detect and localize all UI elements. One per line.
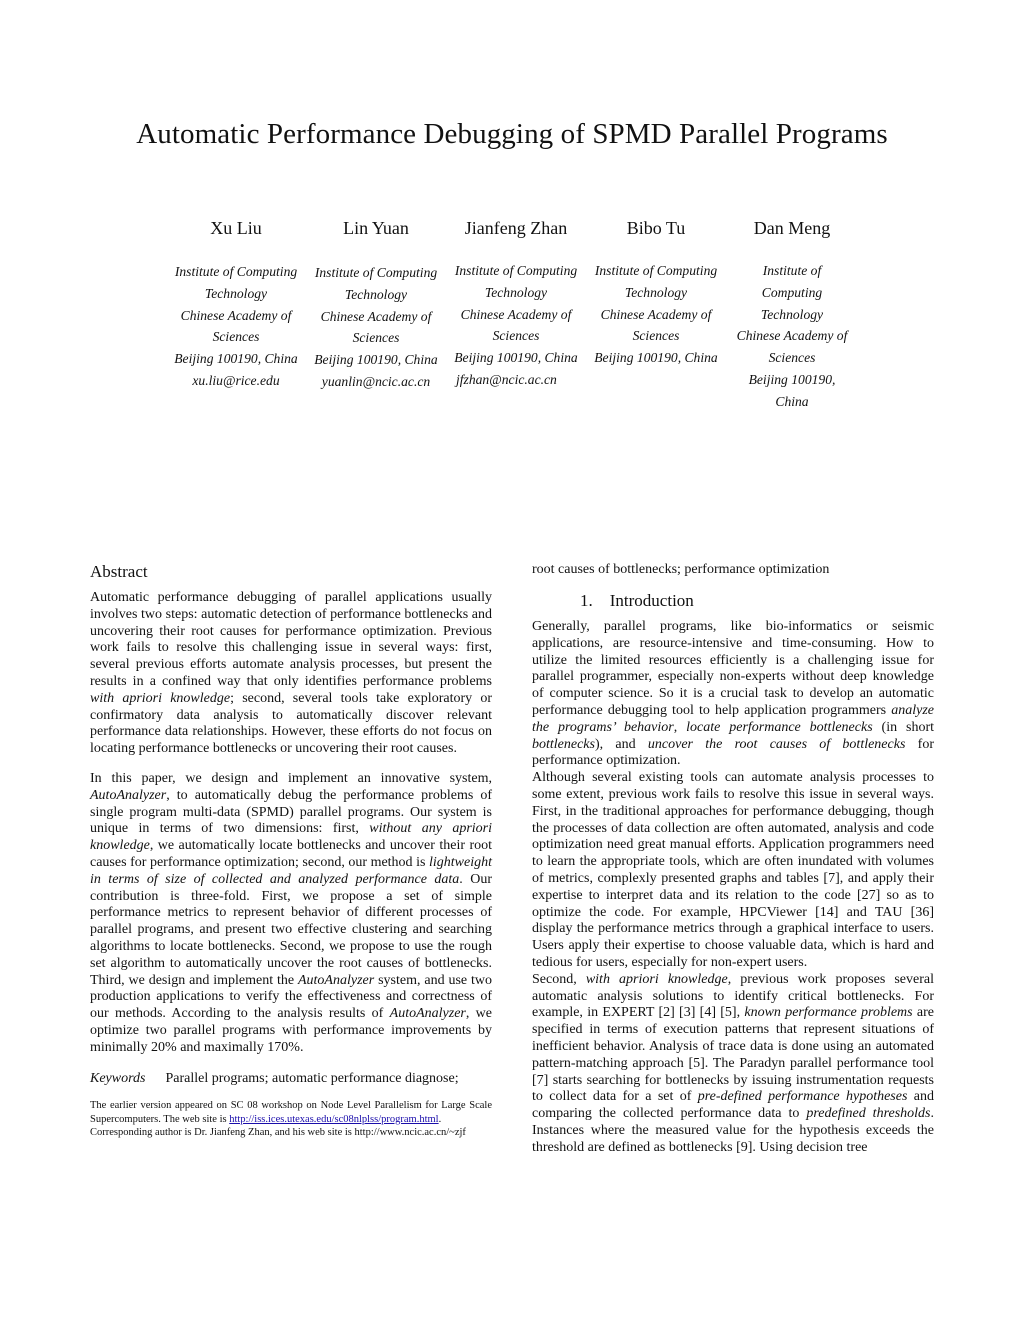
- abstract-paragraph: Automatic performance debugging of parallel applications usually involves two steps: automatic detection of performance bottlenecks and uncovering their root causes for performance optimization. Previous work fails to resolve this challenging issue in several ways: first, several previous efforts automate analysis processes, but present the results in a confined way that only identifies performance problems with apriori knowledge; second, several tools take exploratory or confirmatory data analysis to automatically discover relevant performance data relationships. However, these efforts do not focus on locating performance bottlenecks or uncovering their root causes.: [90, 590, 492, 757]
- footnote-link[interactable]: http://iss.ices.utexas.edu/sc08nlplss/program.html: [229, 1113, 439, 1125]
- author-affiliation: [722, 260, 862, 413]
- author-email: xu.liu@rice.edu: [192, 372, 280, 388]
- author-institute: Institute of Computing Technology: [594, 263, 718, 300]
- author-institute: Institute of Computing Technology: [760, 263, 824, 322]
- keywords: Keywords Parallel programs; automatic performance diagnose;: [90, 1070, 459, 1086]
- intro-paragraph: Second, with apriori knowledge, previous work proposes several automatic analysis solutions to identify critical bottlenecks. For example, in EXPERT [2] [3] [4] [5], known performance problems are specified in terms of execution patterns that represent situations of inefficient behavior. Analysis of trace data is done using an automated pattern-matching approach [5]. The Paradyn parallel performance tool [7] starts searching for bottlenecks by issuing instrumentation requests to collect data for a set of pre-defined performance hypotheses and comparing the collected performance data to predefined thresholds. Instances where the measured value for the hypothesis exceeds the threshold are defined as bottlenecks [9]. Using decision tree: [532, 971, 935, 1155]
- author-email: jfzhan@ncic.ac.cn: [456, 371, 557, 387]
- author-address: Beijing 100190, China: [314, 352, 438, 368]
- author-name: Dan Meng: [753, 218, 831, 238]
- author-name: Lin Yuan: [343, 218, 409, 238]
- author-academy: Chinese Academy of Sciences: [320, 308, 432, 346]
- abstract-body: [90, 590, 492, 1140]
- footnote: The earlier version appeared on SC 08 workshop on Node Level Parallelism for Large Scale Supercomputers. The web site is http://iss.ices.utexas.edu/sc08nlplss/program.html. Corresponding author is Dr. Jianfeng Zhan, and his web site is http://www.ncic.ac.cn/~zjf: [90, 1100, 492, 1139]
- intro-paragraph: Although several existing tools can automate analysis processes to some extent, previous work fails to resolve this issue in several ways. First, in the traditional approaches for performance debugging, though the processes of data collection are often automated, analysis and code optimization need great manual efforts. Application programmers need to learn the appropriate tools, which are often inundated with volumes of metrics, complexly presented graphs and tables [7], and apply their expertise to interpret data and its relation to the code [27] so as to optimize the code. For example, HPCViewer [14] and TAU [36] display the performance metrics through a graphical interface to users. Users apply their expertise to choose valuable data, which is hard and tedious for users, especially for non-expert users.: [532, 770, 934, 970]
- author-affiliation: [444, 260, 588, 391]
- author-name: Xu Liu: [210, 218, 262, 238]
- author-name: Jianfeng Zhan: [464, 218, 568, 238]
- author-affiliation: [304, 262, 448, 393]
- author-address: Beijing 100190, China: [594, 350, 718, 366]
- author-academy: Chinese Academy of Sciences: [460, 306, 572, 344]
- author-institute: Institute of Computing Technology: [174, 264, 298, 301]
- author-academy: Chinese Academy of Sciences: [736, 328, 848, 366]
- author-name: Bibo Tu: [626, 218, 686, 238]
- author-affiliation: [164, 261, 308, 392]
- intro-paragraph: Generally, parallel programs, like bio-informatics or seismic applications, are resource-intensive and time-consuming. How to utilize the limited resources efficiently is a challenging issue for parallel programmer, especially non-experts without deep knowledge of computer science. So it is a crucial task to develop an automatic performance debugging tool to help application programmers analyze the programs’ behavior, locate performance bottlenecks (in short bottlenecks), and uncover the root causes of bottlenecks for performance optimization.: [532, 619, 935, 769]
- author-institute: Institute of Computing Technology: [454, 263, 578, 300]
- author-email: yuanlin@ncic.ac.cn: [321, 373, 431, 389]
- introduction-body: [532, 619, 934, 1157]
- author-academy: Chinese Academy of Sciences: [600, 306, 712, 344]
- author-academy: Chinese Academy of Sciences: [180, 307, 292, 345]
- author-address: Beijing 100190, China: [748, 371, 836, 409]
- right-column: [532, 562, 934, 579]
- author-institute: Institute of Computing Technology: [314, 265, 438, 302]
- keywords-continued: root causes of bottlenecks; performance optimization: [532, 562, 830, 577]
- author-affiliation: [584, 260, 728, 369]
- abstract-heading: Abstract: [90, 562, 148, 581]
- paper-title: Automatic Performance Debugging of SPMD Parallel Programs: [136, 118, 888, 150]
- abstract-paragraph: In this paper, we design and implement an innovative system, AutoAnalyzer, to automatically debug the performance problems of single program multi-data (SPMD) parallel programs. Our system is unique in terms of two dimensions: first, without any apriori knowledge, we automatically locate bottlenecks and uncover their root causes for performance optimization; second, our method is lightweight in terms of size of collected and analyzed performance data. Our contribution is three-fold. First, we propose a set of simple performance metrics to represent behavior of different processes of parallel programs, and present two effective clustering and searching algorithms to locate bottlenecks. Second, we propose to use the rough set algorithm to automatically uncover the root causes of bottlenecks. Third, we design and implement the AutoAnalyzer system, and use two production applications to verify the effectiveness and correctness of our methods. According to the analysis results of AutoAnalyzer, we optimize two parallel programs with performance improvements by minimally 20% and maximally 170%.: [90, 770, 493, 1055]
- author-address: Beijing 100190, China: [174, 351, 298, 367]
- section-heading: 1. Introduction: [580, 591, 694, 610]
- author-address: Beijing 100190, China: [454, 350, 578, 366]
